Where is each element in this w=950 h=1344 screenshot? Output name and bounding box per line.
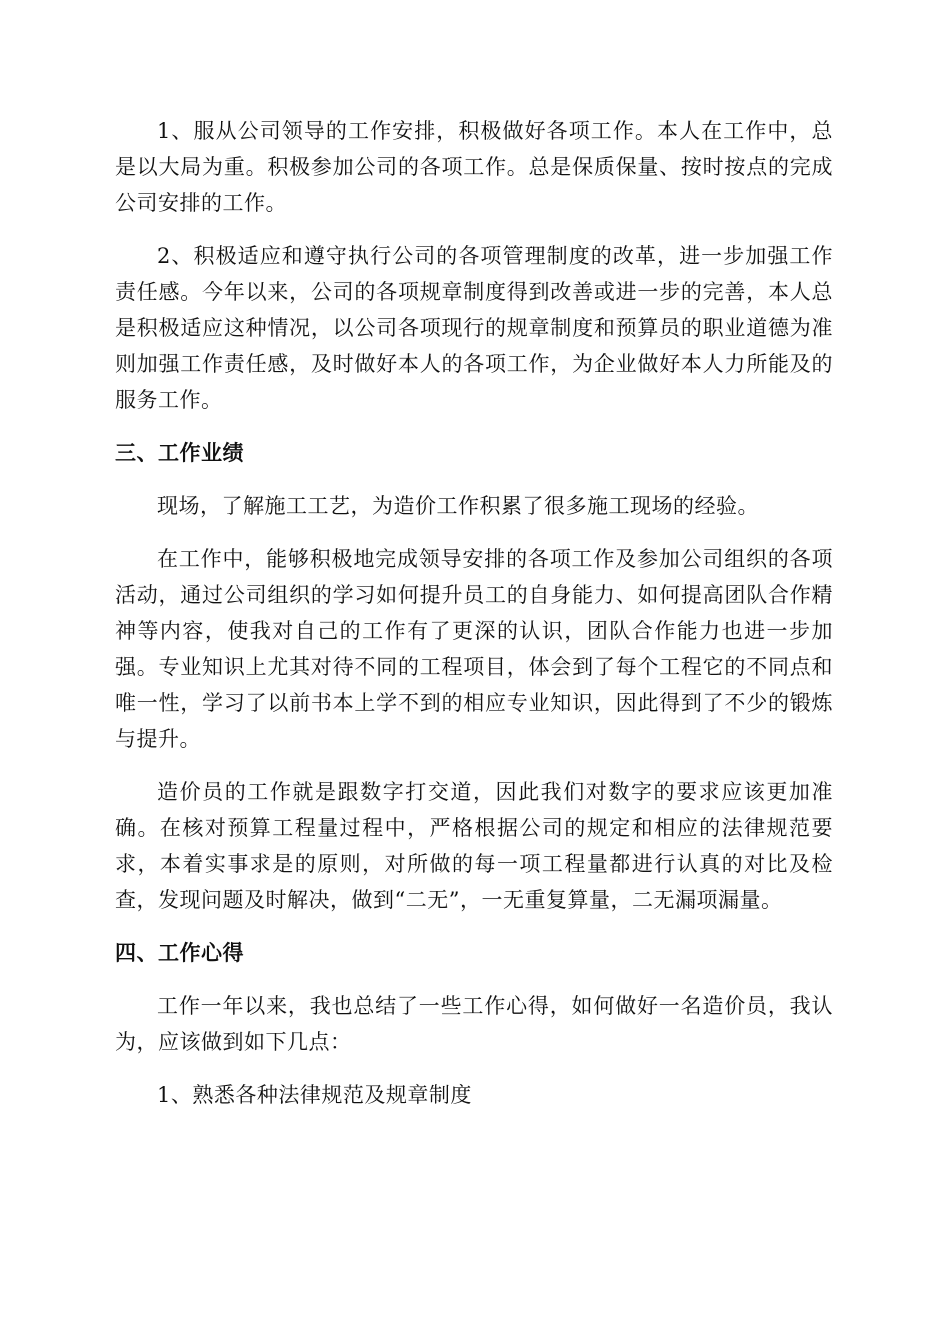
paragraph-summary-intro: 工作一年以来，我也总结了一些工作心得，如何做好一名造价员，我认为，应该做到如下几点： <box>115 994 833 1054</box>
section-heading-work-performance: 三、工作业绩 <box>115 441 244 465</box>
paragraph-spacing <box>115 221 833 238</box>
paragraph-regulations-point: 1、熟悉各种法律规范及规章制度 <box>157 1083 472 1107</box>
section-heading-work-insights: 四、工作心得 <box>115 941 244 965</box>
paragraph-spacing <box>115 971 833 988</box>
paragraph-team-learning: 在工作中，能够积极地完成领导安排的各项工作及参加公司组织的各项活动，通过公司组织的学习如何提升员工的自身能力、如何提高团队合作精神等内容，使我对自己的工作有了更深的认识，团队合作能力也进一步加强。专业知识上尤其对待不同的工程项目，体会到了每个工程它的不同点和唯一性，学习了以前书本上学不到的相应专业知识，因此得到了不少的锻炼与提升。 <box>115 547 833 751</box>
paragraph-spacing <box>115 418 833 435</box>
paragraph-spacing <box>115 757 833 774</box>
paragraph-spacing <box>115 524 833 541</box>
paragraph-spacing <box>115 1060 833 1077</box>
document-body <box>115 113 833 1113</box>
paragraph-spacing <box>115 471 833 488</box>
paragraph-cost-accuracy: 造价员的工作就是跟数字打交道，因此我们对数字的要求应该更加准确。在核对预算工程量过程中，严格根据公司的规定和相应的法律规范要求，本着实事求是的原则，对所做的每一项工程量都进行认真的对比及检查，发现问题及时解决，做到“二无”，一无重复算量，二无漏项漏量。 <box>115 780 833 912</box>
paragraph-site-experience: 现场，了解施工工艺，为造价工作积累了很多施工现场的经验。 <box>157 494 759 518</box>
paragraph-follow-arrangement: 1、服从公司领导的工作安排，积极做好各项工作。本人在工作中，总是以大局为重。积极参加公司的各项工作。总是保质保量、按时按点的完成公司安排的工作。 <box>115 119 833 215</box>
paragraph-adapt-management: 2、积极适应和遵守执行公司的各项管理制度的改革，进一步加强工作责任感。今年以来，公司的各项规章制度得到改善或进一步的完善，本人总是积极适应这种情况，以公司各项现行的规章制度和预算员的职业道德为准则加强工作责任感，及时做好本人的各项工作，为企业做好本人力所能及的服务工作。 <box>115 244 833 412</box>
paragraph-spacing <box>115 918 833 935</box>
